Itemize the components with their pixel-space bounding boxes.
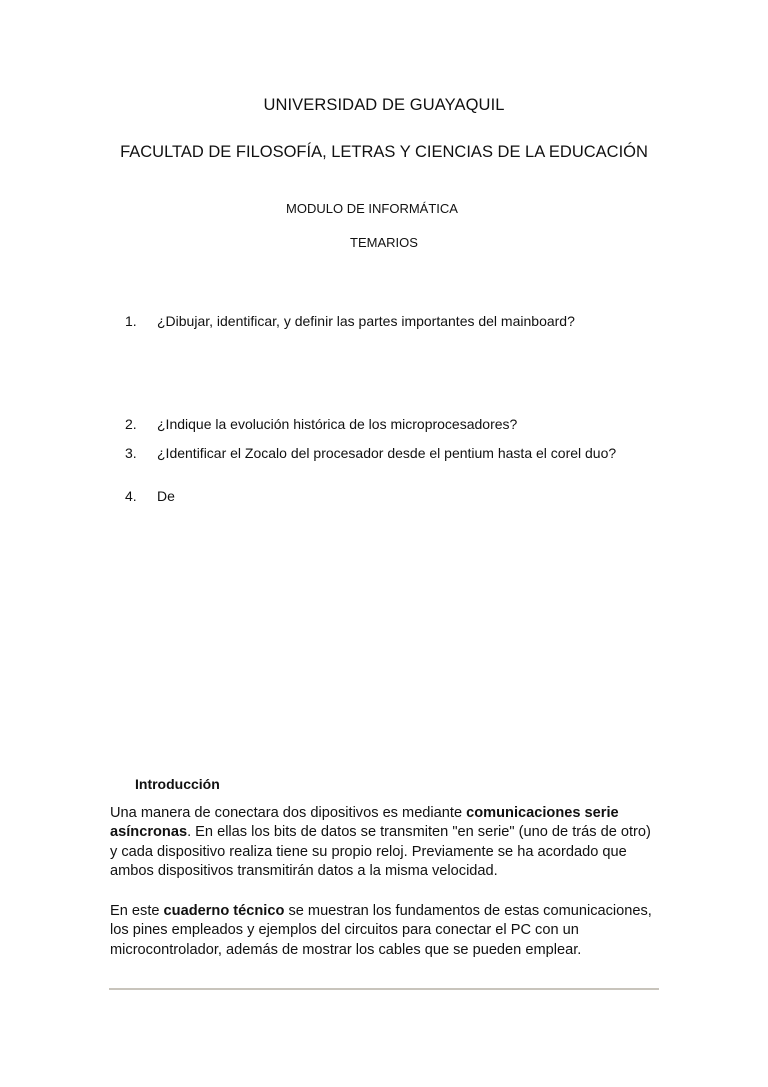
intro-p1-text-a: Una manera de conectara dos dipositivos es mediante bbox=[110, 805, 467, 821]
list-item-text: De bbox=[157, 488, 175, 504]
horizontal-divider bbox=[109, 988, 659, 990]
intro-p1-text-b: . En ellas los bits de datos se transmiten "en serie" (uno de trás de otro) y cada dispositivo realiza tiene su propio reloj. Previamente se ha acordado que ambos dispositivos transmitirán datos a la misma velocidad. bbox=[110, 824, 651, 880]
intro-heading: Introducción bbox=[135, 776, 220, 792]
list-item-text: ¿Dibujar, identificar, y definir las partes importantes del mainboard? bbox=[157, 313, 575, 329]
intro-paragraph-1 bbox=[110, 804, 662, 882]
intro-p2-text-a: En este bbox=[110, 903, 164, 919]
intro-paragraph-2 bbox=[110, 902, 662, 960]
topics-title bbox=[0, 235, 768, 250]
intro-p2-bold: cuaderno técnico bbox=[163, 903, 285, 919]
intro-p2-text-b: se muestran los fundamentos de estas comunicaciones, los pines empleados y ejemplos del circuitos para conectar el PC con un microcontrolador, además de mostrar los cables que se pueden emplear. bbox=[110, 903, 652, 958]
list-item-number: 2. bbox=[125, 416, 137, 432]
faculty-title: FACULTAD DE FILOSOFÍA, LETRAS Y CIENCIAS DE LA EDUCACIÓN bbox=[120, 143, 648, 161]
topics-label: TEMARIOS bbox=[350, 235, 418, 250]
list-item-text: ¿Indique la evolución histórica de los microprocesadores? bbox=[157, 416, 518, 432]
list-item-number: 4. bbox=[125, 488, 137, 504]
module-title: MODULO DE INFORMÁTICA bbox=[286, 201, 458, 216]
list-item-number: 1. bbox=[125, 313, 137, 329]
list-item-text: ¿Identificar el Zocalo del procesador desde el pentium hasta el corel duo? bbox=[157, 445, 617, 461]
university-title: UNIVERSIDAD DE GUAYAQUIL bbox=[263, 96, 505, 114]
list-item-number: 3. bbox=[125, 445, 137, 461]
intro-p1-bold: comunicaciones serie asíncronas bbox=[110, 805, 619, 841]
